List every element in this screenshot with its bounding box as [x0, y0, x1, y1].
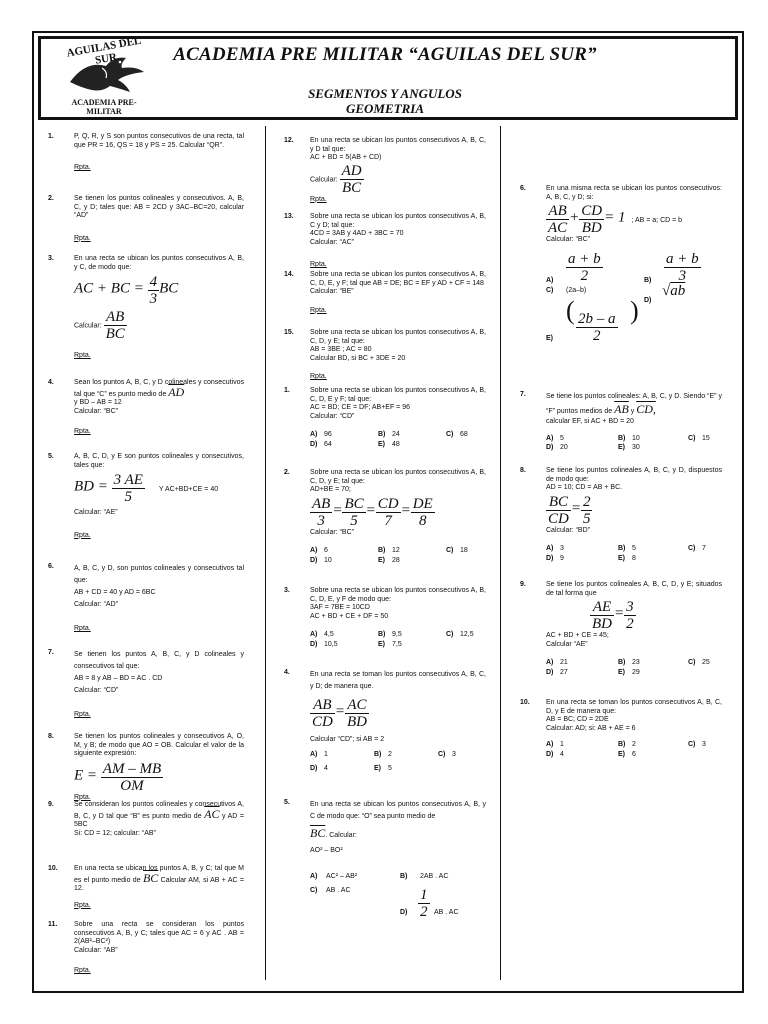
problem-2: [48, 195, 244, 243]
option-letter: D): [546, 668, 554, 676]
problem-calc: Calcular BD, si BC + 3DE = 20: [310, 354, 406, 362]
problem-calc: Calcular: “AB”: [74, 946, 118, 954]
option-value: 1: [560, 741, 564, 749]
problem-calc: calcular EF, si AC + BD = 20: [546, 418, 634, 425]
problem-calc: Si: CD = 12; calcular: “AB”: [74, 829, 156, 837]
page-title: ACADEMIA PRE MILITAR “AGUILAS DEL SUR”: [173, 44, 597, 65]
problem-text: En una recta se toman los puntos consecutivos A, B, C, y D; de manera que.: [310, 671, 486, 690]
column-divider: [265, 126, 266, 980]
problem-number: 7.: [520, 391, 526, 398]
page-subtitle: [150, 86, 620, 116]
problem-calc: Calcular: “BC”: [74, 407, 118, 415]
option-value: 21: [560, 659, 568, 667]
problem-text: Sobre una recta se ubican los puntos consecutivos A, B, C, D, E, y F; tal que AB = DE; BC = EF y AD + CF = 148: [310, 271, 486, 287]
option-value: 29: [632, 668, 640, 676]
problem-calc: Calcular: “BC”: [310, 528, 354, 536]
problem-text: Sean los puntos A, B, C, y D colineales y consecutivos tal que “C” es punto medio de $\overline{AD}$: [74, 379, 244, 399]
equation: $\frac{AB}{CD}$ = $\frac{AC}{BD}$: [312, 697, 367, 730]
problem-number: 2.: [284, 469, 290, 476]
option-value: 9: [560, 554, 564, 562]
problem-11: [48, 921, 244, 976]
option-value: [702, 669, 732, 678]
problem-15: [284, 329, 486, 382]
option-letter: [438, 765, 452, 774]
answer-label: Rpta.: [74, 625, 91, 632]
problem-1: [48, 133, 244, 173]
answer-label: Rpta.: [74, 793, 91, 801]
problem-number: 13.: [284, 213, 294, 220]
problem-7: [48, 649, 244, 720]
exercise-4: [284, 669, 492, 774]
problem-calc: Calcular: “BC”: [546, 236, 590, 244]
problem-text: A, B, C, D, y E son puntos colineales y consecutivos, tales que:: [74, 453, 244, 469]
option-letter: A): [546, 659, 554, 667]
exercise-8: [520, 467, 732, 564]
answer-options: A) $\frac{a + b}{2}$ B) $\frac{a + b}{3}$ C) (2a–b) D) √ab E) ( $\frac{2b - a}{2}$ ): [546, 250, 699, 344]
problem-text: Sobre una recta se consideran los puntos consecutivos A, B, y C; tales que AC = 6 y AC . AB = 2(AB²–BC²): [74, 921, 244, 946]
option-letter: B): [618, 741, 626, 749]
option-letter: B): [378, 431, 386, 439]
option-value: 6: [632, 750, 636, 758]
problem-condition: AB = 3BE ; AC = 80: [310, 346, 372, 354]
answer-label: Rpta.: [74, 234, 91, 242]
answer-options: [310, 751, 492, 774]
option-letter: C): [688, 434, 696, 442]
problem-8: [48, 733, 244, 802]
option-value: 30: [632, 444, 640, 452]
problem-text: Sobre una recta se ubican los puntos consecutivos A, B, C y D; tal que:: [310, 213, 486, 229]
option-value: 7,5: [392, 640, 402, 648]
problem-text: Se tienen los puntos colineales y consecutivos. A, B, C, y D; tales que: AB = 2CD y 3AC–BC=20, calcular “AD”: [74, 195, 244, 220]
problem-condition: AC + BD = 5(AB + CD): [310, 154, 382, 162]
problem-condition: AB = BC; CD = 2DE: [546, 716, 609, 724]
option-letter: [446, 557, 460, 566]
problem-calc: Calcular: “CD”: [310, 412, 355, 420]
subtitle-subject: GEOMETRIA: [345, 101, 425, 116]
option-letter: B): [378, 631, 386, 639]
option-value: 10: [632, 434, 640, 442]
problem-text: En una recta se ubican los puntos consecutivos A, B, y C de modo que: “O” sea punto medio de: [310, 801, 486, 820]
option-letter: E): [378, 556, 385, 564]
option-value: 5: [632, 545, 636, 553]
subtitle-topic: SEGMENTOS Y ANGULOS: [308, 86, 462, 101]
option-letter: [446, 641, 460, 650]
problem-text: Se tiene los puntos colineales A, B, C, D, y E; situados de tal forma que: [546, 581, 722, 597]
option-value: 3: [702, 741, 706, 749]
problem-condition: AD+BE = 70;: [310, 486, 351, 494]
option-letter: E): [374, 765, 381, 773]
option-letter: C): [446, 631, 454, 639]
option-value: 4,5: [324, 631, 334, 639]
option-letter: A): [310, 631, 318, 639]
option-value: 48: [392, 440, 400, 448]
answer-label: Rpta.: [74, 711, 91, 718]
option-value: 23: [632, 659, 640, 667]
problem-number: 1.: [284, 387, 290, 394]
problem-number: 10.: [48, 865, 58, 872]
problem-text: P, Q, R, y S son puntos consecutivos de una recta, tal que PR = 16, QS = 18 y PS = 25. Calcular “QR”.: [74, 133, 244, 149]
equation: $\frac{BC}{CD}$ = $\frac{2}{5}$: [548, 493, 591, 527]
exercise-3: [284, 587, 500, 650]
problem-text: Sobre una recta se ubican los puntos consecutivos A, B, C, D, y E; tal que:: [310, 329, 486, 345]
option-value: [702, 555, 732, 564]
option-letter: E): [618, 750, 625, 758]
calc-expression: Calcular: $\frac{AD}{BC}$: [310, 162, 362, 196]
problem-number: 15.: [284, 329, 294, 336]
problem-calc: Calcular: “CD”: [74, 687, 119, 694]
option-value: [702, 444, 732, 453]
problem-number: 6.: [48, 563, 54, 570]
answer-options: [310, 431, 500, 449]
option-value: [460, 641, 500, 650]
option-letter: D): [310, 556, 318, 564]
equation: BD = $\frac{3 AE}{5}$ Y AC+BD+CE = 40: [74, 472, 219, 506]
sqrt-expression: √ab: [662, 282, 686, 299]
equation: $\frac{AE}{BD}$ = $\frac{3}{2}$: [592, 599, 634, 633]
expression: AO² – BO²: [310, 846, 343, 854]
problem-text: En una recta se ubican los puntos consecutivos A, B, C, y D tal que:: [310, 137, 486, 153]
problem-calc: Calcular: “AC”: [310, 238, 354, 246]
exercise-9: [520, 581, 732, 678]
option-value: 3: [452, 750, 456, 758]
answer-label: Rpta.: [74, 531, 91, 539]
option-value: 10: [324, 556, 332, 564]
answer-label: Rpta.: [74, 428, 91, 436]
option-value: [460, 557, 500, 566]
calc-expression: Calcular: $\frac{AB}{BC}$: [74, 309, 125, 343]
answer-label: Rpta.: [74, 967, 91, 975]
option-value: 12: [392, 547, 400, 555]
equation: $\frac{AB}{3}$ = $\frac{BC}{5}$ = $\frac{CD}{7}$ = $\frac{DE}{8}$: [312, 495, 433, 529]
problem-text: Sobre una recta se ubican los puntos consecutivos A, B, C, D, E y F; tal que:: [310, 387, 486, 403]
problem-calc: Calcular: “BD”: [546, 526, 590, 534]
exercise-7: [520, 391, 732, 453]
option-value: 4: [324, 765, 328, 773]
option-value: 18: [460, 547, 468, 555]
option-value: 10,5: [324, 640, 338, 648]
problem-condition: AB + CD = 40 y AD = 6BC: [74, 589, 156, 596]
answer-label: Rpta.: [310, 306, 327, 314]
option-value: 1: [324, 750, 328, 758]
option-value: 2: [388, 750, 392, 758]
option-letter: D): [310, 640, 318, 648]
problem-number: 9.: [48, 801, 54, 808]
problem-text: Se tiene los puntos colineales A, B, C, y D, dispuestos de modo que:: [546, 467, 722, 483]
option-letter: D): [310, 440, 318, 448]
option-letter: C): [446, 547, 454, 555]
option-letter: A): [310, 431, 318, 439]
problem-condition: AC = BD; CE = DF; AB+EF = 96: [310, 404, 410, 412]
problem-text: Sobre una recta se ubican los puntos consecutivos A, B, C, D, y E; tal que:: [310, 469, 486, 485]
option-letter: C): [688, 741, 696, 749]
option-letter: B): [618, 434, 626, 442]
problem-number: 11.: [48, 921, 58, 928]
option-value: 68: [460, 431, 468, 439]
answer-options: [546, 545, 732, 563]
option-value: 9,5: [392, 631, 402, 639]
problem-number: 3.: [284, 587, 290, 594]
option-value: 4: [560, 750, 564, 758]
option-value: 2: [632, 741, 636, 749]
option-letter: A): [546, 434, 554, 442]
exercise-5: [284, 799, 486, 933]
exercise-6: [520, 185, 722, 351]
problem-text: A, B, C, y D, son puntos colineales y consecutivos tal que:: [74, 565, 244, 584]
option-letter: B): [378, 547, 386, 555]
exercise-10: [520, 699, 732, 760]
problem-calc: Calcular “AE”: [546, 640, 588, 648]
answer-label: Rpta.: [74, 164, 91, 172]
problem-calc: Calcular: AD; si: AB + AE = 6: [546, 724, 636, 732]
problem-9: [48, 801, 244, 838]
option-letter: [688, 444, 702, 453]
option-value: 27: [560, 668, 568, 676]
problem-number: 5.: [284, 799, 290, 806]
problem-14: [284, 271, 486, 315]
logo-text-bottom: ACADEMIA PRE-MILITAR: [71, 98, 137, 116]
option-value: 28: [392, 556, 400, 564]
option-value: 25: [702, 659, 710, 667]
answer-label: Rpta.: [74, 352, 91, 360]
problem-calc: Calcular: “AE”: [74, 509, 118, 517]
option-value: 5: [560, 434, 564, 442]
problem-calc: Calcular “CD”; si AB = 2: [310, 736, 385, 743]
problem-12: [284, 137, 486, 204]
problem-number: 14.: [284, 271, 294, 278]
column-divider: [500, 126, 501, 980]
option-letter: B): [618, 659, 626, 667]
option-letter: C): [438, 750, 446, 758]
problem-condition: y BD – AB = 12: [74, 399, 122, 407]
answer-options: A) AC² – AB² B) 2AB . AC C) AB . AC D) $\frac{1}{2}$ AB . AC: [310, 873, 459, 921]
problem-number: 6.: [520, 185, 526, 192]
problem-5: [48, 453, 244, 540]
problem-text: Se consideran los puntos colineales y consecutivos A, B, C, y D tal que “B” es punto medio de $\overline{AC}$ y AD = 5BC: [74, 801, 244, 829]
option-letter: D): [546, 750, 554, 758]
answer-options: [546, 659, 732, 677]
answer-options: [310, 547, 500, 565]
problem-text: En una recta se toman los puntos consecutivos A, B, C, D, y E de manera que:: [546, 699, 722, 715]
equation: $\frac{AB}{AC}$ + $\frac{CD}{BD}$ = 1 ; AB = a; CD = b: [548, 203, 683, 237]
option-value: [460, 441, 500, 450]
equation: AC + BC = $\frac{4}{3}$ BC: [74, 274, 179, 308]
problem-calc: Calcular: “AD”: [74, 601, 118, 608]
option-value: [702, 751, 732, 760]
problem-13: [284, 213, 486, 270]
answer-label: Rpta.: [310, 373, 327, 381]
option-letter: C): [688, 545, 696, 553]
option-letter: E): [618, 444, 625, 452]
problem-number: 12.: [284, 137, 294, 144]
option-letter: A): [310, 750, 318, 758]
option-value: 5: [388, 765, 392, 773]
option-value: 20: [560, 444, 568, 452]
academy-logo: [56, 34, 152, 116]
problem-number: 1.: [48, 133, 54, 140]
problem-number: 10.: [520, 699, 530, 706]
problem-condition: AC + BD + CE + DF = 50: [310, 612, 389, 620]
answer-label: Rpta.: [310, 195, 327, 203]
problem-4: [48, 379, 244, 437]
problem-text: En una recta se ubican los puntos A, B, y C; tal que M es el punto medio de $\overline{BC}$ Calcular AM, si AB + AC = 12.: [74, 865, 244, 893]
option-letter: E): [618, 668, 625, 676]
option-value: 64: [324, 440, 332, 448]
problem-number: 5.: [48, 453, 54, 460]
problem-number: 8.: [520, 467, 526, 474]
option-letter: E): [618, 554, 625, 562]
equation: E = $\frac{AM - MB}{OM}$: [74, 760, 162, 794]
problem-6: [48, 563, 244, 634]
answer-label: Rpta.: [310, 261, 327, 269]
option-value: 8: [632, 554, 636, 562]
exercise-2: [284, 469, 500, 566]
exercise-1: [284, 387, 500, 450]
option-letter: E): [378, 440, 385, 448]
problem-text: En una recta se ubican los puntos consecutivos A, B, y C, de modo que:: [74, 255, 244, 271]
problem-number: 7.: [48, 649, 54, 656]
problem-calc: $\overline{BC}$. Calcular:: [310, 826, 357, 840]
option-letter: [688, 555, 702, 564]
problem-text: Se tienen los puntos A, B, C, y D colineales y consecutivos tal que:: [74, 651, 244, 670]
problem-text: Sobre una recta se ubican los puntos consecutivos A, B, C, D, E, y F de modo que:: [310, 587, 486, 603]
option-letter: B): [374, 750, 382, 758]
problem-text: En una misma recta se ubican los puntos consecutivos: A, B, C, y D; si:: [546, 185, 722, 201]
problem-condition: 4CD = 3AB y 4AD + 3BC = 70: [310, 230, 404, 238]
option-letter: A): [546, 545, 554, 553]
problem-number: 8.: [48, 733, 54, 740]
problem-number: 9.: [520, 581, 526, 588]
option-value: [452, 765, 492, 774]
option-letter: [688, 751, 702, 760]
option-letter: D): [546, 554, 554, 562]
problem-number: 2.: [48, 195, 54, 202]
problem-text: Se tiene los puntos colineales: A, B, C, y D. Siendo “E” y “F” puntos medios de $\overline{AB}$ y CD,: [546, 393, 722, 416]
option-letter: [446, 441, 460, 450]
option-letter: D): [546, 444, 554, 452]
answer-label: Rpta.: [74, 901, 91, 909]
option-letter: C): [688, 659, 696, 667]
option-value: 7: [702, 545, 706, 553]
option-value: 24: [392, 431, 400, 439]
problem-calc: Calcular: “BE”: [310, 288, 354, 296]
option-value: 6: [324, 547, 328, 555]
option-letter: A): [546, 741, 554, 749]
problem-number: 3.: [48, 255, 54, 262]
answer-options: [310, 631, 500, 649]
option-value: 15: [702, 434, 710, 442]
option-letter: [688, 669, 702, 678]
problem-condition: AC + BD + CE = 45;: [546, 632, 609, 640]
problem-3: [48, 255, 244, 361]
option-value: 96: [324, 431, 332, 439]
logo-text-top: AGUILAS DEL SUR: [65, 34, 143, 67]
option-value: 12,5: [460, 631, 474, 639]
problem-condition: AB = 8 y AB – BD = AC . CD: [74, 675, 163, 682]
option-letter: C): [446, 431, 454, 439]
problem-text: Se tienen los puntos colineales y consecutivos A, O, M, y B; de modo que AO = OB. Calcular el valor de la siguiente expresión:: [74, 733, 244, 758]
option-value: 3: [560, 545, 564, 553]
problem-number: 4.: [284, 669, 290, 676]
answer-options: [546, 741, 732, 759]
option-letter: A): [310, 547, 318, 555]
option-letter: D): [310, 765, 318, 773]
problem-condition: 3AF = 7BE = 10CD: [310, 604, 370, 612]
problem-number: 4.: [48, 379, 54, 386]
option-letter: E): [378, 640, 385, 648]
option-letter: B): [618, 545, 626, 553]
answer-options: [546, 435, 732, 453]
problem-10: [48, 865, 244, 910]
problem-condition: AD = 10; CD = AB + BC.: [546, 484, 623, 492]
